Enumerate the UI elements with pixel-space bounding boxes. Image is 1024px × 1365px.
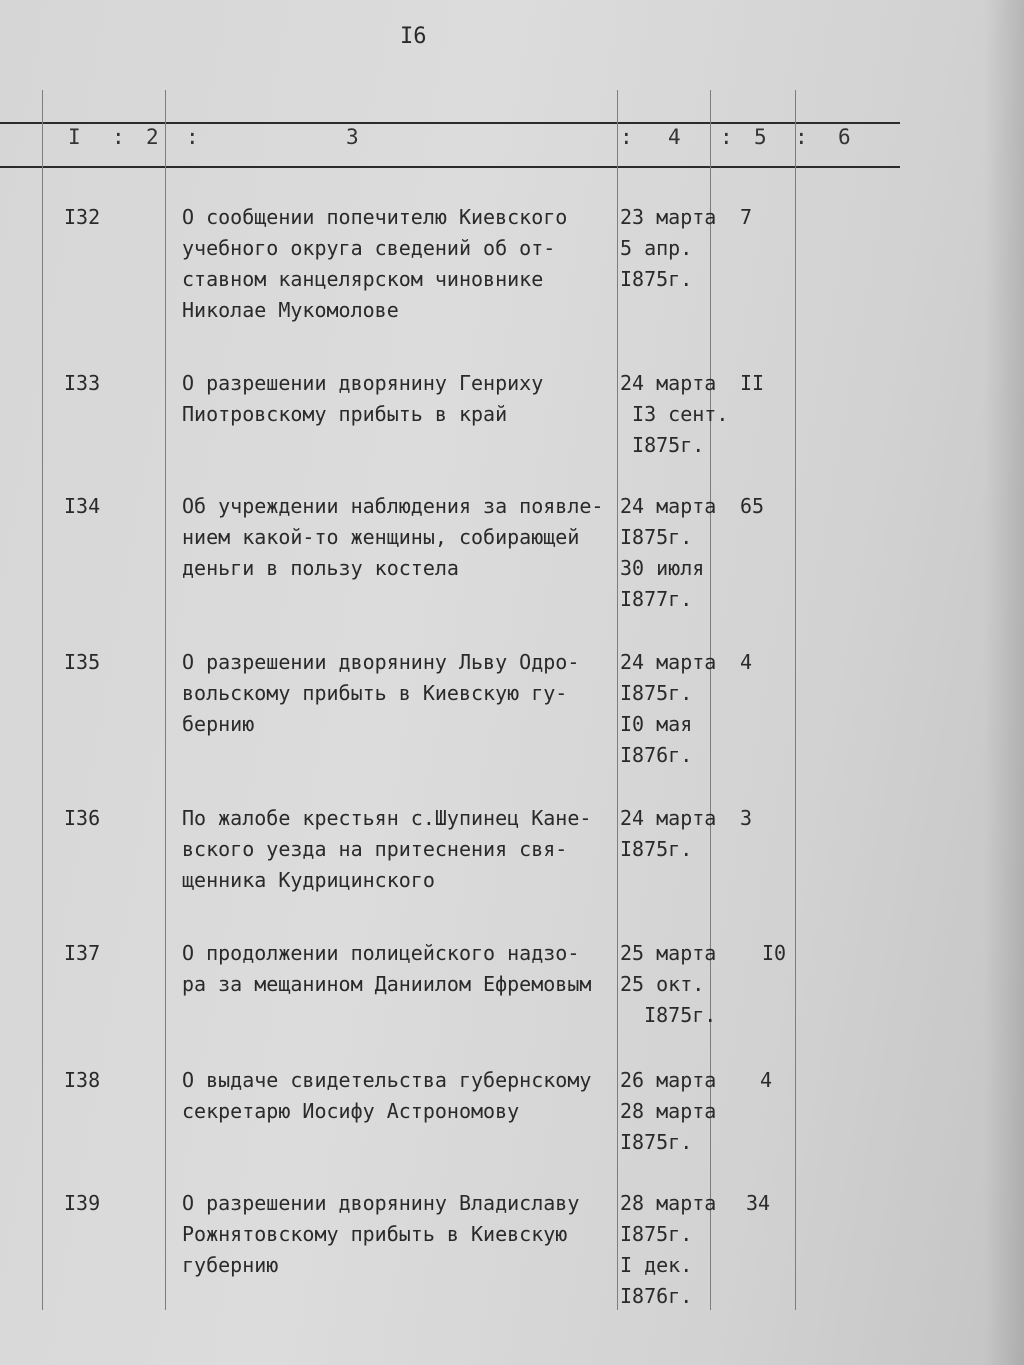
entry-sheets: II (740, 371, 765, 395)
page-edge-shadow (984, 0, 1024, 1365)
column-divider (710, 90, 711, 1310)
page-number: I6 (400, 24, 427, 49)
entry-date-line: I875г. (620, 1003, 717, 1027)
entry-date-line: 28 марта (620, 1099, 717, 1123)
column-header: 3 (346, 125, 359, 149)
column-header: 5 (754, 125, 767, 149)
entry-title-line: О сообщении попечителю Киевского (182, 205, 568, 229)
entry-date-line: I876г. (620, 1284, 693, 1308)
entry-date-line: I875г. (620, 525, 693, 549)
column-header-separator: : (112, 125, 125, 149)
entry-title-line: нием какой-то женщины, собирающей (182, 525, 580, 549)
entry-sheets: 4 (760, 1068, 773, 1092)
entry-date-line: 30 июля (620, 556, 705, 580)
entry-sheets: 3 (740, 806, 753, 830)
column-header: 4 (668, 125, 681, 149)
header-top-rule (0, 122, 900, 124)
entry-date-line: I875г. (620, 1222, 693, 1246)
entry-sheets: 34 (746, 1191, 771, 1215)
entry-date-line: I875г. (620, 267, 693, 291)
entry-title-line: О разрешении дворянину Генриху (182, 371, 544, 395)
entry-number: I39 (64, 1191, 101, 1215)
column-header: I (68, 125, 81, 149)
entry-date-line: I3 сент. (620, 402, 729, 426)
entry-date-line: I875г. (620, 681, 693, 705)
entry-title-line: вольскому прибыть в Киевскую гу- (182, 681, 568, 705)
entry-date-line: I дек. (620, 1253, 693, 1277)
column-divider (617, 90, 618, 1310)
entry-title-line: О выдаче свидетельства губернскому (182, 1068, 592, 1092)
entry-title-line: бернию (182, 712, 255, 736)
entry-sheets: 4 (740, 650, 753, 674)
entry-sheets: 7 (740, 205, 753, 229)
entry-title-line: Пиотровскому прибыть в край (182, 402, 508, 426)
column-divider (795, 90, 796, 1310)
entry-sheets: 65 (740, 494, 765, 518)
entry-date-line: 26 марта (620, 1068, 717, 1092)
entry-number: I35 (64, 650, 101, 674)
entry-number: I33 (64, 371, 101, 395)
entry-title-line: вского уезда на притеснения свя- (182, 837, 568, 861)
column-header-separator: : (620, 125, 633, 149)
entry-title-line: секретарю Иосифу Астрономову (182, 1099, 520, 1123)
entry-title-line: учебного округа сведений об от- (182, 236, 556, 260)
column-header-separator: : (186, 125, 199, 149)
entry-number: I37 (64, 941, 101, 965)
column-header: 6 (838, 125, 851, 149)
entry-date-line: 24 марта (620, 494, 717, 518)
entry-date-line: 24 марта (620, 650, 717, 674)
entry-date-line: I876г. (620, 743, 693, 767)
entry-title-line: О разрешении дворянину Владиславу (182, 1191, 580, 1215)
column-header-separator: : (720, 125, 733, 149)
entry-date-line: 23 марта (620, 205, 717, 229)
entry-date-line: 25 окт. (620, 972, 705, 996)
column-divider (165, 90, 166, 1310)
entry-date-line: I877г. (620, 587, 693, 611)
entry-title-line: Николае Мукомолове (182, 298, 399, 322)
entry-date-line: I875г. (620, 1130, 693, 1154)
entry-title-line: О продолжении полицейского надзо- (182, 941, 580, 965)
header-bottom-rule (0, 166, 900, 168)
entry-date-line: 24 марта (620, 806, 717, 830)
column-header: 2 (146, 125, 159, 149)
column-divider (42, 90, 43, 1310)
entry-title-line: ра за мещанином Даниилом Ефремовым (182, 972, 592, 996)
entry-number: I38 (64, 1068, 101, 1092)
entry-date-line: 28 марта (620, 1191, 717, 1215)
entry-date-line: 25 марта (620, 941, 717, 965)
entry-title-line: ставном канцелярском чиновнике (182, 267, 544, 291)
entry-number: I32 (64, 205, 101, 229)
entry-date-line: I0 мая (620, 712, 693, 736)
entry-sheets: I0 (762, 941, 787, 965)
entry-date-line: 5 апр. (620, 236, 693, 260)
entry-number: I36 (64, 806, 101, 830)
entry-title-line: Об учреждении наблюдения за появле- (182, 494, 604, 518)
entry-title-line: О разрешении дворянину Льву Одро- (182, 650, 580, 674)
entry-title-line: губернию (182, 1253, 279, 1277)
entry-title-line: По жалобе крестьян с.Шупинец Кане- (182, 806, 592, 830)
column-header-separator: : (795, 125, 808, 149)
entry-date-line: 24 марта (620, 371, 717, 395)
entry-title-line: Рожнятовскому прибыть в Киевскую (182, 1222, 568, 1246)
entry-date-line: I875г. (620, 433, 705, 457)
entry-date-line: I875г. (620, 837, 693, 861)
entry-title-line: щенника Кудрицинского (182, 868, 435, 892)
entry-number: I34 (64, 494, 101, 518)
entry-title-line: деньги в пользу костела (182, 556, 459, 580)
